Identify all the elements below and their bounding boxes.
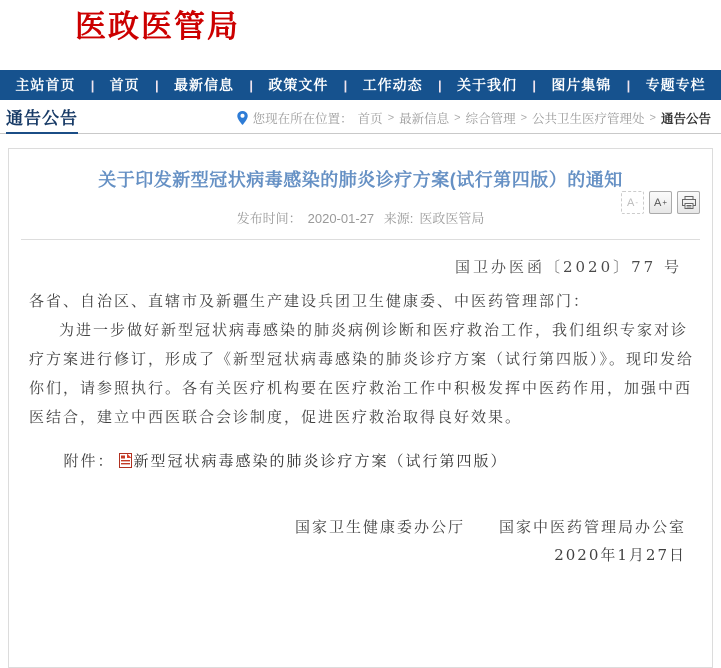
attachment-row <box>44 432 713 471</box>
font-decrease-button[interactable]: A - <box>621 191 644 214</box>
breadcrumb-item-current: 通告公告 <box>660 112 711 126</box>
signature-date: 2020年1月27日 <box>554 546 686 564</box>
nav-item-home[interactable]: 首页 <box>109 77 140 93</box>
source-label: 来源: <box>383 211 414 226</box>
location-label: 您现在所在位置： <box>252 112 353 126</box>
article-meta <box>9 208 712 227</box>
breadcrumb-item-latest-news[interactable]: 最新信息 <box>399 112 450 126</box>
nav-item-latest-news[interactable]: 最新信息 <box>174 77 234 93</box>
publish-time-label: 发布时间： <box>236 211 302 226</box>
nav-item-special-topics[interactable]: 专题专栏 <box>645 77 706 93</box>
nav-separator: | <box>438 77 442 93</box>
breadcrumb-separator: > <box>454 112 461 124</box>
nav-separator: | <box>343 77 348 93</box>
nav-item-photo-gallery[interactable]: 图片集锦 <box>551 77 612 93</box>
breadcrumb-separator: > <box>387 112 395 124</box>
breadcrumb-separator: > <box>649 112 656 124</box>
nav-separator: | <box>90 77 95 93</box>
section-title: 通告公告 <box>6 107 78 134</box>
nav-separator: | <box>532 77 536 93</box>
word-doc-icon <box>119 453 132 468</box>
body-paragraph: 为进一步做好新型冠状病毒感染的肺炎病例诊断和医疗救治工作，我们组织专家对诊疗方案进行修订，形成了《新型冠状病毒感染的肺炎诊疗方案（试行第四版）》。现印发给你们，请参照执行。各有关医疗机构要在医疗救治工作中积极发挥中医药作用，加强中西医结合，建立中西医联合会诊制度，促进医疗救治取得良好效果。 <box>29 321 695 426</box>
salutation: 各省、自治区、直辖市及新疆生产建设兵团卫生健康委、中医药管理部门： <box>29 292 591 310</box>
attachment-link[interactable] <box>115 450 508 471</box>
nav-item-policy-documents[interactable]: 政策文件 <box>268 77 329 93</box>
main-nav <box>0 70 721 100</box>
nav-item-main-home[interactable]: 主站首页 <box>15 77 76 93</box>
print-button[interactable] <box>677 191 700 214</box>
nav-item-work-updates[interactable]: 工作动态 <box>362 77 423 93</box>
nav-separator: | <box>249 77 253 93</box>
attachment-name: 新型冠状病毒感染的肺炎诊疗方案（试行第四版） <box>133 452 508 470</box>
document-body <box>9 277 712 432</box>
document-number: 国卫办医函〔2020〕77 号 <box>454 258 682 276</box>
font-increase-button[interactable]: A + <box>649 191 672 214</box>
breadcrumb-item-general-management[interactable]: 综合管理 <box>465 112 516 126</box>
source-value: 医政医管局 <box>419 211 485 226</box>
breadcrumb-item-public-health-office[interactable]: 公共卫生医疗管理处 <box>532 112 645 126</box>
breadcrumb-separator: > <box>520 112 528 124</box>
site-logo: 医政医管局 <box>75 9 240 44</box>
printer-icon <box>682 196 696 209</box>
nav-item-about-us[interactable]: 关于我们 <box>456 77 517 93</box>
meta-divider <box>21 239 700 240</box>
site-header <box>0 0 721 70</box>
signature-block <box>9 513 712 569</box>
nav-separator: | <box>155 77 159 93</box>
article-container <box>8 148 713 668</box>
attachment-label: 附件： <box>63 452 115 470</box>
breadcrumb <box>237 109 711 127</box>
article-title: 关于印发新型冠状病毒感染的肺炎诊疗方案(试行第四版）的通知 <box>98 170 623 190</box>
signature-offices: 国家卫生健康委办公厅 国家中医药管理局办公室 <box>294 518 686 536</box>
article-toolbar <box>621 191 700 214</box>
publish-date: 2020-01-27 <box>307 211 375 226</box>
breadcrumb-item-home[interactable]: 首页 <box>357 112 383 126</box>
breadcrumb-bar <box>0 100 721 134</box>
location-pin-icon <box>237 111 248 125</box>
nav-separator: | <box>626 77 631 93</box>
